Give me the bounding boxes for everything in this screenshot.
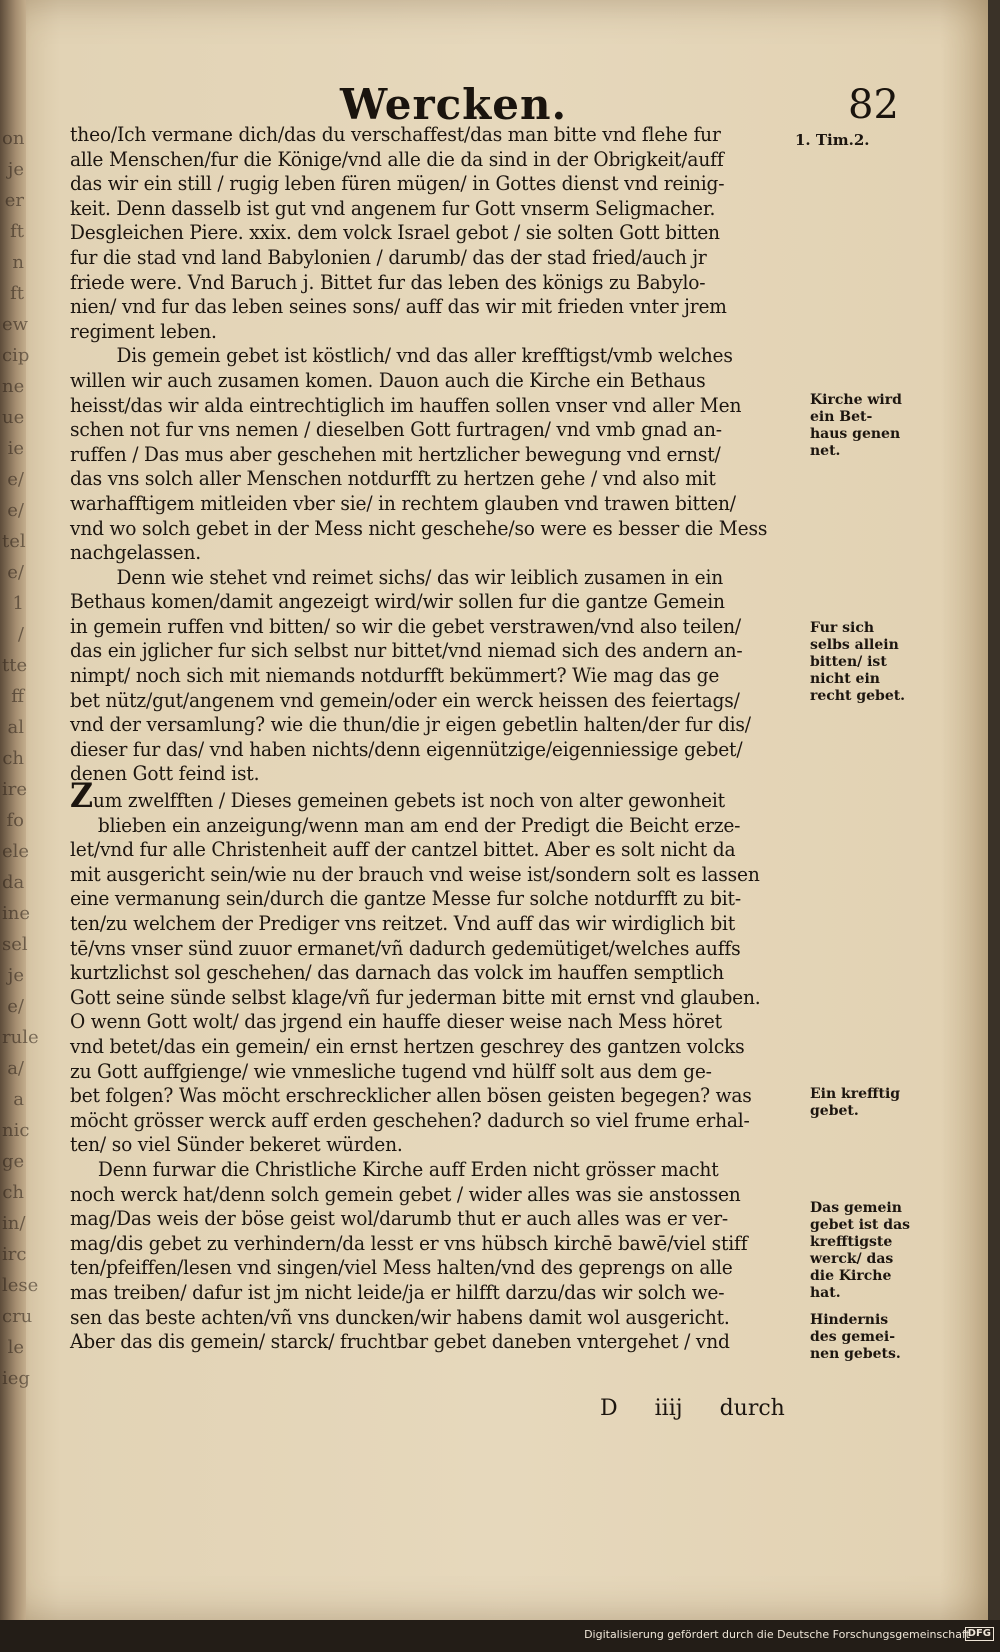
facing-page-fragment: sel [2,934,28,955]
text-line: in gemein ruffen vnd bitten/ so wir die gebet verstrawen/vnd also teilen/ [70,613,742,638]
text-line: mit ausgericht sein/wie nu der brauch vnd weise ist/sondern solt es lassen [70,861,760,886]
text-line: das wir ein still / rugig leben füren mügen/ in Gottes dienst vnd reinig- [70,171,725,196]
dfg-logo: DFG [965,1627,994,1641]
text-line: alle Menschen/fur die Könige/vnd alle die da sind in der Obrigkeit/auff [70,146,724,171]
facing-page-fragment: ire [2,779,28,800]
facing-page-fragment: er [4,190,24,211]
signature-line [600,1396,785,1421]
facing-page-fragment: / [17,624,24,645]
facing-page-fragment: ine [2,903,31,924]
facing-page-fragment: e/ [7,562,24,583]
text-line: dieser fur das/ vnd haben nichts/denn eigennützige/eigenniessige gebet/ [70,736,743,761]
text-line: Denn furwar die Christliche Kirche auff Erden nicht grösser macht [97,1156,719,1181]
facing-page-fragment: ie [7,438,24,459]
text-line: Desgleichen Piere. xxix. dem volck Israel gebot / sie solten Gott bitten [70,220,720,245]
text-line: keit. Denn dasselb ist gut vnd angenem fur Gott vnserm Seligmacher. [70,195,716,220]
text-line-rest: um zwelfften / Dieses gemeinen gebets ist noch von alter gewonheit [92,788,725,813]
funding-credit: Digitalisierung gefördert durch die Deutsche Forschungsgemeinschaft [584,1628,970,1641]
facing-page-fragment: a/ [7,1058,24,1079]
text-line: nimpt/ noch sich mit niemands notdurfft bekümmert? Wie mag das ge [70,663,720,688]
facing-page-fragment: ne [2,376,25,397]
text-line: let/vnd fur alle Christenheit auff der cantzel bittet. Aber es solt nicht da [70,837,736,862]
text-line: fur die stad vnd land Babylonien / darumb/ das der stad fried/auch jr [70,244,707,269]
facing-page-fragment: le [7,1337,24,1358]
text-line [70,776,769,817]
text-line: Gott seine sünde selbst klage/vñ fur jederman bitte mit ernst vnd glauben. [70,984,761,1009]
text-line: mag/Das weis der böse geist wol/darumb thut er auch alles was er ver- [70,1206,729,1231]
text-line: tē/vns vnser sünd zuuor ermanet/vñ dadurch gedemütiget/welches auffs [70,935,741,960]
catchword: durch [719,1396,785,1421]
signature-mark: D iiij [600,1396,683,1421]
facing-page-fragment: tte [2,655,28,676]
margin-note: 1. Tim.2. [795,131,870,149]
text-line: vnd wo solch gebet in der Mess nicht geschehe/so were es besser die Mess [70,515,768,540]
text-line: warhafftigem mitleiden vber sie/ in rechtem glauben vnd trawen bitten/ [70,490,736,515]
facing-page-fragment: e/ [7,500,24,521]
margin-note: Fur sich selbs allein bitten/ ist nicht ein recht gebet. [810,620,906,704]
facing-page-fragment: lese [2,1275,39,1296]
text-line: vnd der versamlung? wie die thun/die jr eigen gebetlin halten/der fur dis/ [70,712,751,737]
drop-capital: Z [70,776,93,817]
text-line: zu Gott auffgienge/ wie vnmesliche tugend vnd hülff solt aus dem ge- [70,1058,712,1083]
facing-page-fragment: fo [6,810,24,831]
facing-page-fragment: on [2,128,25,149]
facing-page-fragment: je [7,965,24,986]
text-line: theo/Ich vermane dich/das du verschaffest/das man bitte vnd flehe fur [70,122,721,146]
facing-page-fragment: ch [2,748,24,769]
text-line: ruffen / Das mus aber geschehen mit hertzlicher bewegung vnd ernst/ [70,441,721,466]
text-line: Denn wie stehet vnd reimet sichs/ das wir leiblich zusamen in ein [116,564,724,589]
facing-page-fragment: da [2,872,25,893]
page-number: 82 [848,82,899,128]
margin-note: Kirche wird ein Bet- haus genen net. [810,392,902,459]
text-line: ten/pfeiffen/lesen vnd singen/viel Mess halten/vnd des geprengs on alle [70,1255,733,1280]
text-line: eine vermanung sein/durch die gantze Messe fur solche notdurfft zu bit- [70,886,741,911]
text-line: heisst/das wir alda eintrechtiglich im hauffen sollen vnser vnd aller Men [70,392,742,417]
facing-page-fragment: e/ [7,996,24,1017]
facing-page-fragment: rule [2,1027,39,1048]
text-line: blieben ein anzeigung/wenn man am end der Predigt die Beicht erze- [97,812,741,837]
margin-note: Ein krefftig gebet. [810,1086,901,1119]
running-title: Wercken. [340,80,568,129]
facing-page-fragment: ew [2,314,29,335]
text-line: bet nütz/gut/angenem vnd gemein/oder ein werck heissen des feiertags/ [70,687,740,712]
facing-page-fragment: ue [2,407,25,428]
facing-page-fragment: cip [2,345,30,366]
facing-page-fragment: ge [2,1151,25,1172]
facing-page-fragment: in/ [2,1213,26,1234]
facing-page-fragment: ch [2,1182,24,1203]
text-line: nien/ vnd fur das leben seines sons/ auff das wir mit frieden vnter jrem [70,294,727,319]
text-line: bet folgen? Was möcht erschrecklicher allen bösen geisten begegen? was [70,1083,752,1108]
facing-page-fragment: al [7,717,24,738]
text-line: mas treiben/ dafur ist jm nicht leide/ja er hilfft darzu/das wir solch we- [70,1279,725,1304]
text-line: mag/dis gebet zu verhindern/da lesst er vns hübsch kirchē bawē/viel stiff [70,1230,748,1255]
facing-page-fragment: irc [2,1244,27,1265]
text-line: das ein jglicher fur sich selbst nur bittet/vnd niemad sich des andern an- [70,638,743,663]
text-line: Aber das dis gemein/ starck/ fruchtbar gebet daneben vntergehet / vnd [70,1329,730,1354]
text-line: friede were. Vnd Baruch j. Bittet fur das leben des königs zu Babylo- [70,269,706,294]
text-line: O wenn Gott wolt/ das jrgend ein hauffe dieser weise nach Mess höret [70,1009,722,1034]
body-text [70,122,822,1354]
facing-page-fragment: 1 [12,593,24,614]
facing-page-fragment: ff [11,686,24,707]
text-line: sen das beste achten/vñ vns duncken/wir habens damit wol ausgericht. [70,1304,730,1329]
facing-page-fragment: nic [2,1120,30,1141]
facing-page-fragment: e/ [7,469,24,490]
text-line: regiment leben. [70,318,217,343]
text-line: ten/ so viel Sünder bekeret würden. [70,1132,403,1157]
text-line: schen not fur vns nemen / dieselben Gott furtragen/ vnd vmb gnad an- [70,417,722,442]
margin-note: Das gemein gebet ist das krefftigste werck/ das die Kirche hat. [810,1200,911,1301]
text-line: nachgelassen. [70,540,201,565]
text-line: denen Gott feind ist. [70,761,260,786]
facing-page-fragment: tel [2,531,26,552]
facing-page-fragment: ft [10,221,24,242]
text-line: vnd betet/das ein gemein/ ein ernst hertzen geschrey des gantzen volcks [70,1033,745,1058]
facing-page-fragment: n [12,252,24,273]
facing-page-fragment: cru [2,1306,33,1327]
facing-page-fragment: ft [10,283,24,304]
facing-page-fragment: ele [2,841,30,862]
text-line: noch werck hat/denn solch gemein gebet / wider alles was sie anstossen [70,1181,741,1206]
text-line: möcht grösser werck auff erden geschehen? dadurch so viel frume erhal- [70,1107,750,1132]
facing-page-edge [0,0,39,1620]
facing-page-fragment: ieg [2,1368,30,1389]
text-line: Bethaus komen/damit angezeigt wird/wir sollen fur die gantze Gemein [70,589,725,614]
text-line: willen wir auch zusamen komen. Dauon auch die Kirche ein Bethaus [70,367,706,392]
margin-note: Hindernis des gemei- nen gebets. [810,1312,901,1362]
text-line: das vns solch aller Menschen notdurfft zu hertzen gehe / vnd also mit [70,466,716,491]
text-line: Dis gemein gebet ist köstlich/ vnd das aller krefftigst/vmb welches [116,343,733,368]
text-line: ten/zu welchem der Prediger vns reitzet. Vnd auff das wir wirdiglich bit [70,911,736,935]
facing-page-fragment: je [7,159,24,180]
text-line: kurtzlichst sol geschehen/ das darnach das volck im hauffen semptlich [70,960,724,985]
facing-page-fragment: a [13,1089,24,1110]
